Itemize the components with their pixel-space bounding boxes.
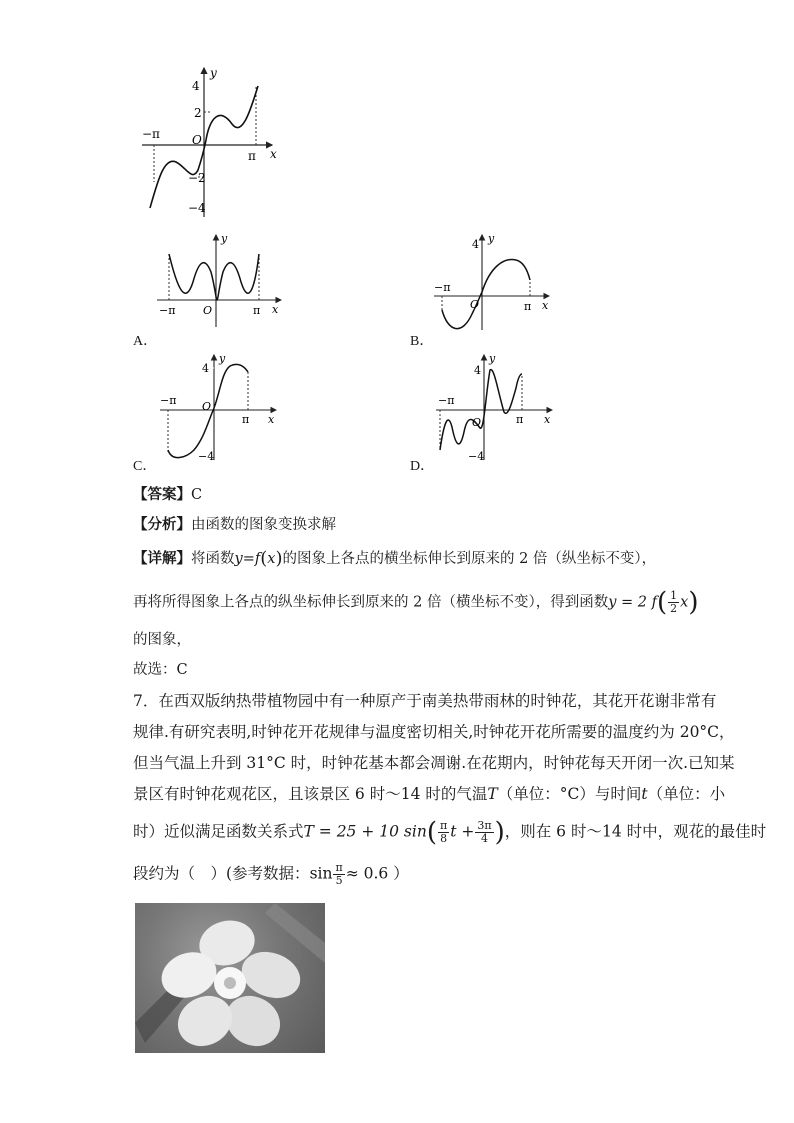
clock-flower-photo [135,903,325,1053]
paren-right: ) [688,587,699,618]
frac1-num: π [439,819,448,832]
y-axis-label: y [210,66,217,80]
frac2-num: 3π [477,819,492,832]
q7-line5-b: ，则在 6 时～14 时中，观花的最佳时 [504,822,767,841]
var-T: T [487,785,498,803]
q7-line6-a: 段约为（ ）(参考数据： [133,864,310,883]
sin-label: sin [309,864,333,883]
option-a-y-label: y [221,232,228,245]
answer-tag: 【答案】 [133,486,191,503]
x-axis-label: x [270,147,277,161]
formula-mid: t + [450,822,475,841]
option-b-pi: π [524,300,532,313]
y-tick-4: 4 [192,79,200,93]
detail-line-2 [133,587,699,618]
option-b-x-label: x [542,299,549,312]
option-d-graph [434,352,554,462]
frac2-den: 4 [480,832,488,845]
frac3-den: 5 [335,874,343,887]
y-tick-neg4: −4 [188,201,206,215]
option-a-graph [155,232,285,332]
temperature-formula: T = 25 + 10 sin [303,822,427,841]
answer-value: C [191,487,203,503]
option-d-pi: π [516,413,524,426]
frac3-num: π [335,861,343,874]
option-d-label[interactable]: D． [410,459,435,474]
q7-line-1: 7．在西双版纳热带植物园中有一种原产于南美热带雨林的时钟花，其花开花谢非常有 [133,692,717,710]
var-t: t [641,785,648,803]
option-a-label[interactable]: A． [133,334,158,349]
option-c-y-bottom: −4 [198,450,215,462]
option-c-y-top: 4 [202,362,209,375]
option-c-label[interactable]: C． [133,459,157,474]
option-b-graph [432,232,552,332]
option-b-y-label: y [488,232,495,245]
q7-line4-b: （单位：°C）与时间 [497,785,642,803]
q7-line4-c: （单位：小 [647,785,726,803]
frac-den: 2 [670,602,678,615]
option-d-y-label: y [489,352,496,365]
q7-line-5 [133,817,767,848]
paren-right: ) [275,548,283,569]
detail-text: 将函数 [191,551,235,567]
q7-line4-a: 景区有时钟花观花区，且该景区 6 时～14 时的气温 [133,785,488,803]
option-c-origin: O [202,400,212,413]
detail-line2-formula: y = 2 f [608,594,657,611]
frac-num: 1 [670,589,678,602]
option-d-x-label: x [544,413,551,426]
analysis-line [133,515,336,535]
fraction [668,590,679,615]
q7-line-2: 规律.有研究表明,时钟花开花规律与温度密切相关,时钟花开花所需要的温度约为 20°C， [133,723,735,741]
option-c-graph [158,352,280,462]
option-d-y-top: 4 [474,364,481,377]
y-tick-2: 2 [194,106,202,120]
origin-label: O [192,133,202,147]
analysis-text: 由函数的图象变换求解 [191,517,336,533]
detail-formula: y=f [234,551,261,567]
option-b-y-top: 4 [472,238,479,251]
option-a-x-label: x [272,303,279,316]
fraction-2 [475,820,493,845]
detail-arg: x [267,551,276,567]
option-b-neg-pi: −π [434,281,451,294]
q7-line-6 [133,862,409,887]
answer-line [133,485,202,505]
detail-line-1 [133,549,656,569]
analysis-tag: 【分析】 [133,516,191,533]
option-c-y-label: y [219,352,226,365]
option-b-label[interactable]: B． [410,334,434,349]
frac1-den: 8 [440,832,448,845]
paren-right: ) [494,817,505,848]
paren-left: ( [426,817,437,848]
option-a-neg-pi: −π [159,304,176,317]
option-c-x-label: x [268,413,275,426]
paren-left: ( [260,548,268,569]
q7-line-4 [133,783,725,805]
option-a-pi: π [253,304,261,317]
q7-line6-b: ≈ 0.6 ） [345,864,409,883]
q7-line5-a: 时）近似满足函数关系式 [133,822,304,841]
frac-var: x [680,594,689,611]
detail-tag: 【详解】 [133,550,191,567]
pi-label: π [248,149,256,163]
option-d-origin: O [472,416,482,429]
paren-left: ( [656,587,668,618]
detail-line-3: 的图象， [133,632,191,648]
detail-line2-text: 再将所得图象上各点的纵坐标伸长到原来的 2 倍（横坐标不变），得到函数 [133,594,609,611]
option-b-origin: O [470,298,480,311]
option-c-pi: π [242,413,250,426]
q7-line-3: 但当气温上升到 31°C 时，时钟花基本都会凋谢.在花期内，时钟花每天开闭一次.已知某 [133,754,735,772]
option-d-y-bottom: −4 [468,450,485,462]
option-c-neg-pi: −π [160,394,177,407]
detail-line-4: 故选：C [133,662,188,678]
y-tick-neg2: −2 [188,171,206,185]
option-d-neg-pi: −π [438,394,455,407]
flower-image [135,903,325,1053]
neg-pi-label: −π [142,127,160,141]
main-function-graph [140,62,290,222]
option-a-origin: O [203,304,213,317]
fraction-3 [333,862,344,887]
fraction-1 [438,820,449,845]
detail-text-2: 的图象上各点的横坐标伸长到原来的 2 倍（纵坐标不变）， [282,551,657,567]
